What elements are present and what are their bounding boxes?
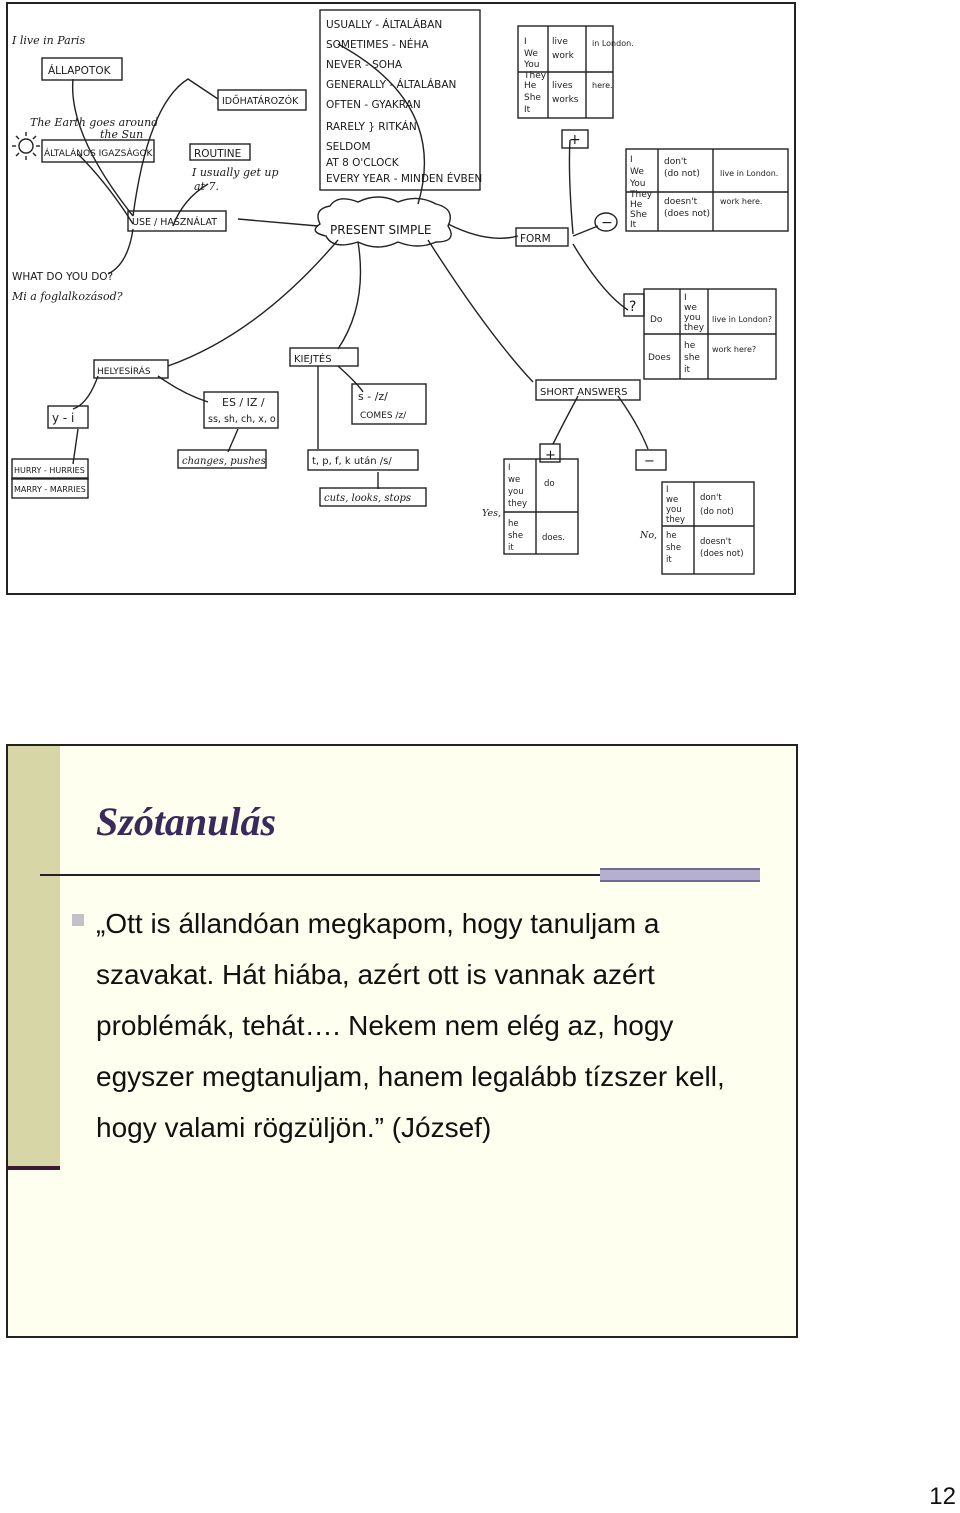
truth-note-2: the Sun	[100, 128, 144, 141]
pron-tipifik: t, p, f, k után /s/	[312, 456, 392, 467]
adverb-item: EVERY YEAR - MINDEN ÉVBEN	[326, 173, 483, 185]
routine-example-2: at 7.	[194, 180, 219, 193]
center-cloud	[315, 197, 451, 247]
link-short	[428, 240, 533, 382]
sun-icon	[19, 139, 33, 153]
quote-text: „Ott is állandóan megkapom, hogy tanuljam a szavakat. Hát hiába, azért ott is vannak azért problémák, tehát…. Nekem nem elég az, hogy egyszer megtanuljam, hanem legalább tízszer kell, hogy valami rögzüljön.” (József)	[96, 908, 725, 1143]
adverb-item: SELDOM	[326, 141, 371, 153]
pron-tipifik-example: cuts, looks, stops	[324, 493, 412, 504]
sa-no: No,	[640, 530, 658, 541]
svg-text:USUALLY - ÁLTALÁBAN SOME	[326, 18, 482, 185]
timeexp-label: IDŐHATÁROZÓK	[222, 96, 299, 107]
adverb-item: USUALLY - ÁLTALÁBAN	[326, 19, 443, 31]
routine-label: ROUTINE	[194, 148, 242, 160]
title-divider-block	[600, 868, 760, 882]
routine-example-1: I usually get up	[192, 166, 279, 179]
left-stripe	[8, 746, 60, 1166]
question-hu: Mi a foglalkozásod?	[12, 290, 123, 303]
spelling-label: HELYESÍRÁS	[97, 367, 151, 377]
pron-s-example: COMES /z/	[360, 411, 407, 421]
svg-text:Do I we you: Do I we you they live in London? Does he she it work here?	[648, 293, 773, 375]
use-label: USE / HASZNÁLAT	[132, 217, 218, 228]
link-es-ex	[228, 429, 238, 452]
link-spell	[168, 240, 338, 366]
form-plus: +	[569, 132, 581, 148]
spelling-es-2: ss, sh, ch, x, o	[208, 414, 276, 425]
slide-title: Szótanulás	[96, 799, 277, 844]
mindmap-canvas	[8, 4, 796, 595]
adverb-item: RARELY } RITKÁN	[326, 121, 417, 133]
sa-plus: +	[545, 448, 556, 463]
sa-yes: Yes,	[482, 508, 501, 519]
form-label: FORM	[520, 233, 551, 245]
adverb-item: AT 8 O'CLOCK	[326, 157, 399, 169]
title-divider	[40, 874, 600, 876]
spelling-yi: y - i	[52, 411, 75, 425]
states-note: I live in Paris	[12, 34, 86, 47]
link-plus	[569, 140, 573, 234]
mindmap-slide	[6, 2, 796, 595]
page-number: 12	[929, 1483, 956, 1510]
form-q: ?	[629, 299, 637, 315]
pron-s: s - /z/	[358, 390, 388, 403]
spelling-ex2: MARRY - MARRIES	[14, 485, 86, 494]
link-sa-minus	[618, 396, 648, 449]
link-truth	[78, 154, 133, 224]
pron-label: KIEJTÉS	[294, 354, 332, 365]
link-pron	[338, 242, 361, 349]
svg-text:I We You The: I We You They live work in London. He She It lives works here.	[524, 37, 634, 115]
link-es	[158, 376, 208, 402]
spelling-es-1: ES / IZ /	[222, 396, 265, 409]
spelling-es-example: changes, pushes	[182, 456, 266, 467]
link-form	[448, 224, 518, 238]
adverb-item: SOMETIMES - NÉHA	[326, 39, 429, 51]
link-question	[108, 229, 133, 274]
sa-minus: −	[644, 454, 655, 469]
form-minus: −	[601, 215, 613, 231]
quote-slide	[6, 744, 798, 1338]
link-use	[238, 219, 318, 226]
svg-text:I We You The: I We You They don't (do not) live in London. He She It doesn't (does not) work here.	[630, 155, 779, 230]
short-answers-label: SHORT ANSWERS	[540, 387, 628, 398]
spelling-ex1: HURRY - HURRIES	[14, 466, 85, 475]
link-minus	[573, 226, 598, 236]
question-en: WHAT DO YOU DO?	[12, 271, 114, 283]
link-yi	[73, 376, 98, 409]
left-accent-bar	[8, 1166, 60, 1170]
link-states	[73, 79, 133, 216]
link-sa-plus	[553, 396, 578, 444]
truth-label: ÁLTALÁNOS IGAZSÁGOK	[44, 149, 153, 159]
truth-note-1: The Earth goes around	[30, 116, 159, 129]
link-q	[573, 244, 628, 310]
adverb-item: OFTEN - GYAKRAN	[326, 99, 421, 111]
svg-text:I we you the: I we you they do he she it does. I we you they don't (do not) he she it doesn't (does not)	[508, 463, 744, 565]
adverb-item: NEVER - SOHA	[326, 59, 403, 71]
adverb-item: GENERALLY - ÁLTALÁBAN	[326, 79, 457, 91]
states-label: ÁLLAPOTOK	[48, 65, 111, 77]
center-label: PRESENT SIMPLE	[330, 223, 432, 237]
bullet-square-icon	[72, 914, 84, 926]
link-s	[338, 366, 363, 392]
